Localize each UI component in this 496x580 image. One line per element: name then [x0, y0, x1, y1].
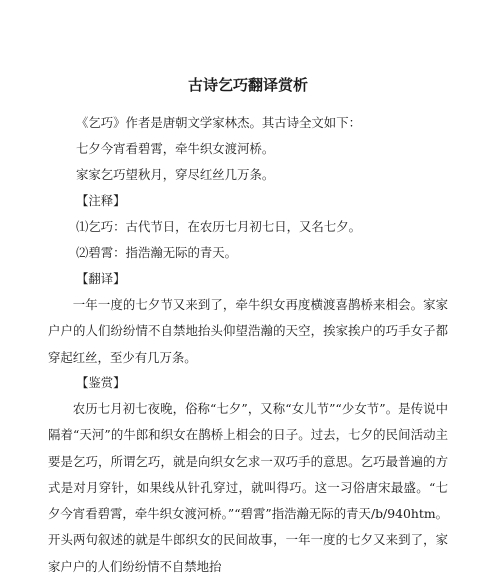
note-2: ⑵碧霄：指浩瀚无际的青天。: [76, 245, 238, 260]
poem-line-2: 家家乞巧望秋月，穿尽红丝几万条。: [76, 167, 275, 182]
translation-paragraph: 一年一度的七夕节又来到了，牵牛织女再度横渡喜鹊桥来相会。家家户户的人们纷纷情不自禁地抬头仰望浩瀚的天空，挨家挨户的巧手女子都穿起红丝，至少有几万条。: [48, 297, 448, 365]
note-1: ⑴乞巧：古代节日，在农历七月初七日，又名七夕。: [76, 219, 361, 234]
appreciation-paragraph: 农历七月初七夜晚，俗称“七夕”，又称“女儿节”“少女节”。是传说中隔着“天河”的牛郎和织女在鹊桥上相会的日子。过去，七夕的民间活动主要是乞巧，所谓乞巧，就是向织女乞求一双巧手的意思。乞巧最普遍的方式是对月穿针，如果线从针孔穿过，就叫得巧。这一习俗唐宋最盛。“七夕今宵看碧霄，牵牛织女渡河桥。”“碧霄”指浩瀚无际的青天/b/940htm。开头两句叙述的就是牛郎织女的民间故事，一年一度的七夕又来到了，家家户户的人们纷纷情不自禁地抬: [48, 401, 448, 574]
page-title: 古诗乞巧翻译赏析: [187, 76, 308, 94]
notes-heading: 【注释】: [76, 193, 126, 208]
appreciation-heading: 【鉴赏】: [76, 375, 126, 390]
translation-heading: 【翻译】: [76, 271, 126, 286]
intro-line: 《乞巧》作者是唐朝文学家林杰。其古诗全文如下：: [76, 115, 361, 130]
poem-line-1: 七夕今宵看碧霄，牵牛织女渡河桥。: [76, 141, 275, 156]
